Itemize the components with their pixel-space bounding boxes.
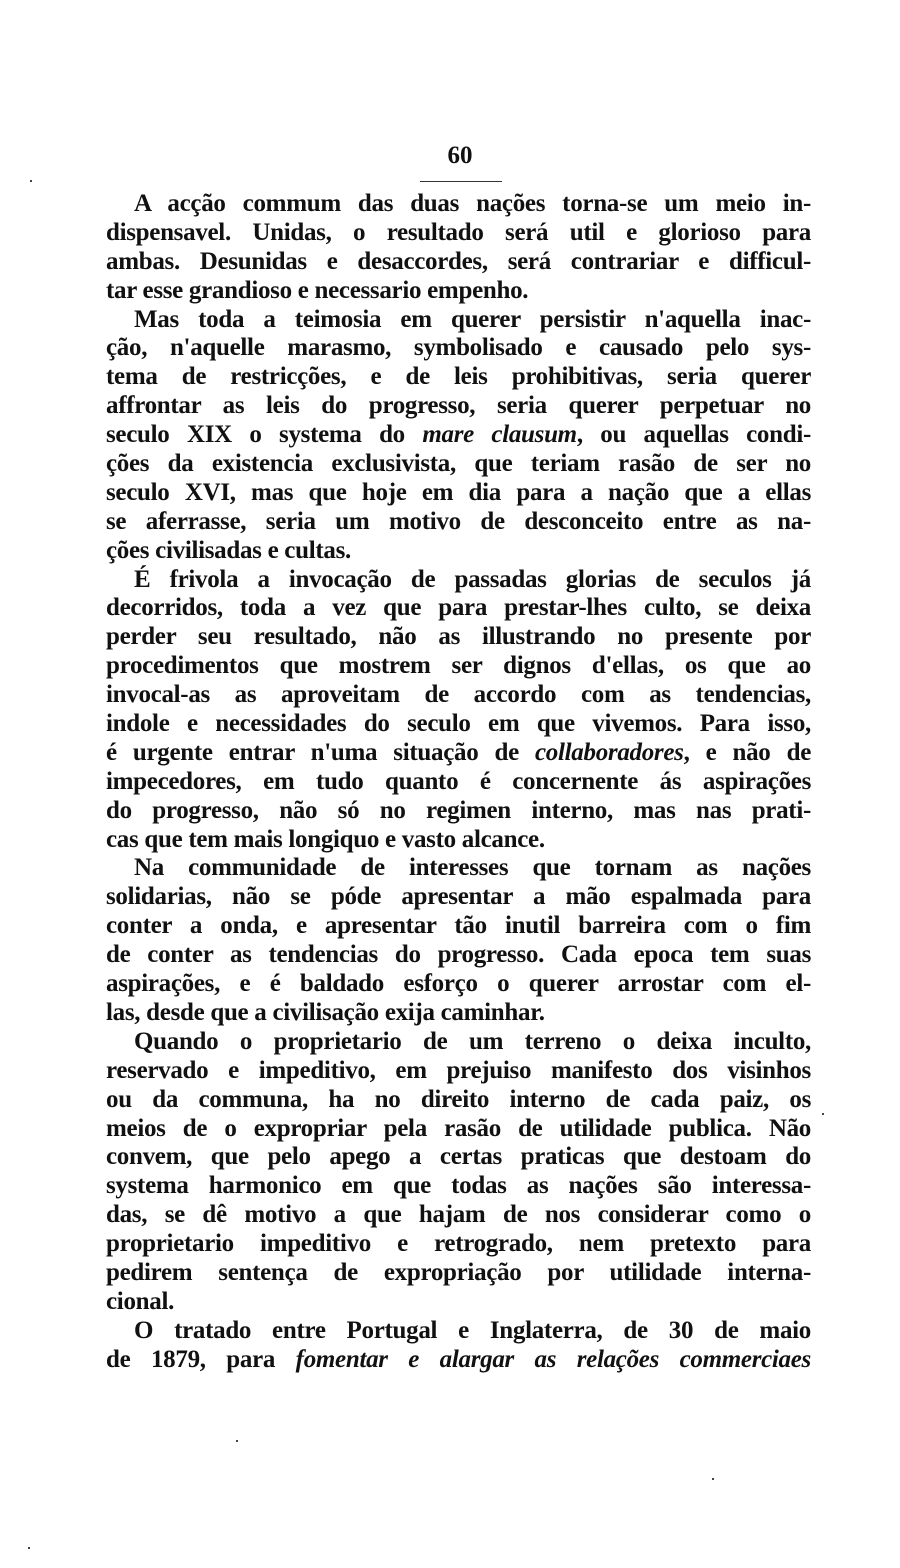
- text-run: conter a onda, e apresentar tão inutil barreira com o fim: [106, 912, 811, 940]
- text-run: cional.: [106, 1287, 175, 1315]
- text-run: ções civilisadas e cultas.: [106, 536, 351, 564]
- text-run: de 1879, para: [106, 1345, 296, 1373]
- text-line: [106, 883, 811, 912]
- text-line: [106, 392, 811, 421]
- text-line: [106, 710, 811, 739]
- text-line: [106, 1201, 811, 1230]
- scan-speck: [236, 1440, 238, 1442]
- scan-speck: [712, 1478, 714, 1480]
- text-run: systema harmonico em que todas as nações são interessa-: [106, 1172, 811, 1200]
- text-run: reservado e impeditivo, em prejuiso manifesto dos visinhos: [106, 1056, 811, 1084]
- text-line: [106, 537, 811, 566]
- text-line: [106, 797, 811, 826]
- text-run: decorridos, toda a vez que para prestar-lhes culto, se deixa: [106, 594, 811, 622]
- text-line: [106, 479, 811, 508]
- text-run: las, desde que a civilisação exija caminhar.: [106, 998, 545, 1026]
- text-run: O tratado entre Portugal e Inglaterra, de 30 de maio: [134, 1316, 811, 1344]
- text-run: solidarias, não se póde apresentar a mão espalmada para: [106, 883, 811, 911]
- text-line: [106, 1086, 811, 1115]
- text-line: [106, 970, 811, 999]
- scan-speck: [30, 180, 32, 182]
- text-run: invocal-as as aproveitam de accordo com as tendencias,: [106, 681, 811, 709]
- page-body-text: [106, 190, 811, 1375]
- text-line: [106, 768, 811, 797]
- text-line: [106, 248, 811, 277]
- scan-speck: [822, 1113, 824, 1115]
- text-run: tar esse grandioso e necessario empenho.: [106, 276, 529, 304]
- italic-text: mare clausum: [422, 421, 577, 449]
- text-line: [106, 1346, 811, 1375]
- text-run: do progresso, não só no regimen interno, mas nas prati-: [106, 796, 811, 824]
- text-run: tema de restricções, e de leis prohibitivas, seria querer: [106, 363, 811, 391]
- text-line: [106, 999, 811, 1028]
- text-line: [106, 1230, 811, 1259]
- text-run: convem, que pelo apego a certas praticas que destoam do: [106, 1143, 811, 1171]
- text-run: Quando o proprietario de um terreno o deixa inculto,: [134, 1027, 811, 1055]
- text-run: affrontar as leis do progresso, seria querer perpetuar no: [106, 392, 811, 420]
- text-line: [106, 652, 811, 681]
- text-line: [106, 1288, 811, 1317]
- scan-speck: [28, 1547, 30, 1549]
- page-number: 60: [447, 142, 473, 169]
- text-line: [106, 1028, 811, 1057]
- text-line: [106, 623, 811, 652]
- text-line: [106, 1115, 811, 1144]
- text-line: [106, 421, 811, 450]
- text-line: [106, 306, 811, 335]
- page-number-rule: [420, 181, 502, 182]
- text-run: impecedores, em tudo quanto é concernente ás aspirações: [106, 767, 811, 795]
- text-run: pedirem sentença de expropriação por utilidade interna-: [106, 1258, 811, 1286]
- text-line: [106, 508, 811, 537]
- text-run: ção, n'aquelle marasmo, symbolisado e causado pelo sys-: [106, 334, 811, 362]
- text-run: , ou aquellas condi-: [576, 421, 811, 449]
- text-line: [106, 363, 811, 392]
- text-line: [106, 1259, 811, 1288]
- text-run: ambas. Desunidas e desaccordes, será contrariar e difficul-: [106, 247, 811, 275]
- text-line: [106, 826, 811, 855]
- text-line: [106, 1317, 811, 1346]
- text-run: das, se dê motivo a que hajam de nos considerar como o: [106, 1201, 811, 1229]
- text-run: seculo XIX o systema do: [106, 421, 423, 449]
- text-run: A acção commum das duas nações torna-se um meio in-: [134, 190, 811, 217]
- text-line: [106, 912, 811, 941]
- text-line: [106, 594, 811, 623]
- text-run: ou da communa, ha no direito interno de cada paiz, os: [106, 1085, 811, 1113]
- text-run: ções da existencia exclusivista, que teriam rasão de ser no: [106, 450, 811, 478]
- text-line: [106, 1172, 811, 1201]
- text-line: [106, 334, 811, 363]
- text-run: de conter as tendencias do progresso. Cada epoca tem suas: [106, 941, 811, 969]
- text-run: É frivola a invocação de passadas glorias de seculos já: [134, 565, 811, 593]
- text-line: [106, 681, 811, 710]
- text-run: se aferrasse, seria um motivo de desconceito entre as na-: [106, 507, 811, 535]
- italic-text: fomentar e alargar as relações commerciaes: [295, 1345, 811, 1373]
- text-run: cas que tem mais longiquo e vasto alcance.: [106, 825, 545, 853]
- text-run: dispensavel. Unidas, o resultado será util e glorioso para: [106, 218, 811, 246]
- text-line: [106, 277, 811, 306]
- text-run: Na communidade de interesses que tornam as nações: [134, 854, 811, 882]
- text-run: seculo XVI, mas que hoje em dia para a nação que a ellas: [106, 478, 811, 506]
- text-run: , e não de: [683, 738, 811, 766]
- text-line: [106, 450, 811, 479]
- text-line: [106, 854, 811, 883]
- text-run: meios de o expropriar pela rasão de utilidade publica. Não: [106, 1114, 811, 1142]
- text-line: [106, 566, 811, 595]
- text-run: Mas toda a teimosia em querer persistir n'aquella inac-: [134, 305, 811, 333]
- text-run: proprietario impeditivo e retrogrado, nem pretexto para: [106, 1230, 811, 1258]
- text-line: [106, 190, 811, 219]
- text-line: [106, 739, 811, 768]
- italic-text: collaboradores: [535, 738, 684, 766]
- text-run: procedimentos que mostrem ser dignos d'ellas, os que ao: [106, 652, 811, 680]
- text-run: é urgente entrar n'uma situação de: [106, 738, 535, 766]
- text-line: [106, 219, 811, 248]
- text-run: aspirações, e é baldado esforço o querer arrostar com el-: [106, 970, 811, 998]
- text-line: [106, 1057, 811, 1086]
- text-run: indole e necessidades do seculo em que vivemos. Para isso,: [106, 710, 811, 738]
- text-run: perder seu resultado, não as illustrando no presente por: [106, 623, 811, 651]
- text-line: [106, 941, 811, 970]
- text-line: [106, 1143, 811, 1172]
